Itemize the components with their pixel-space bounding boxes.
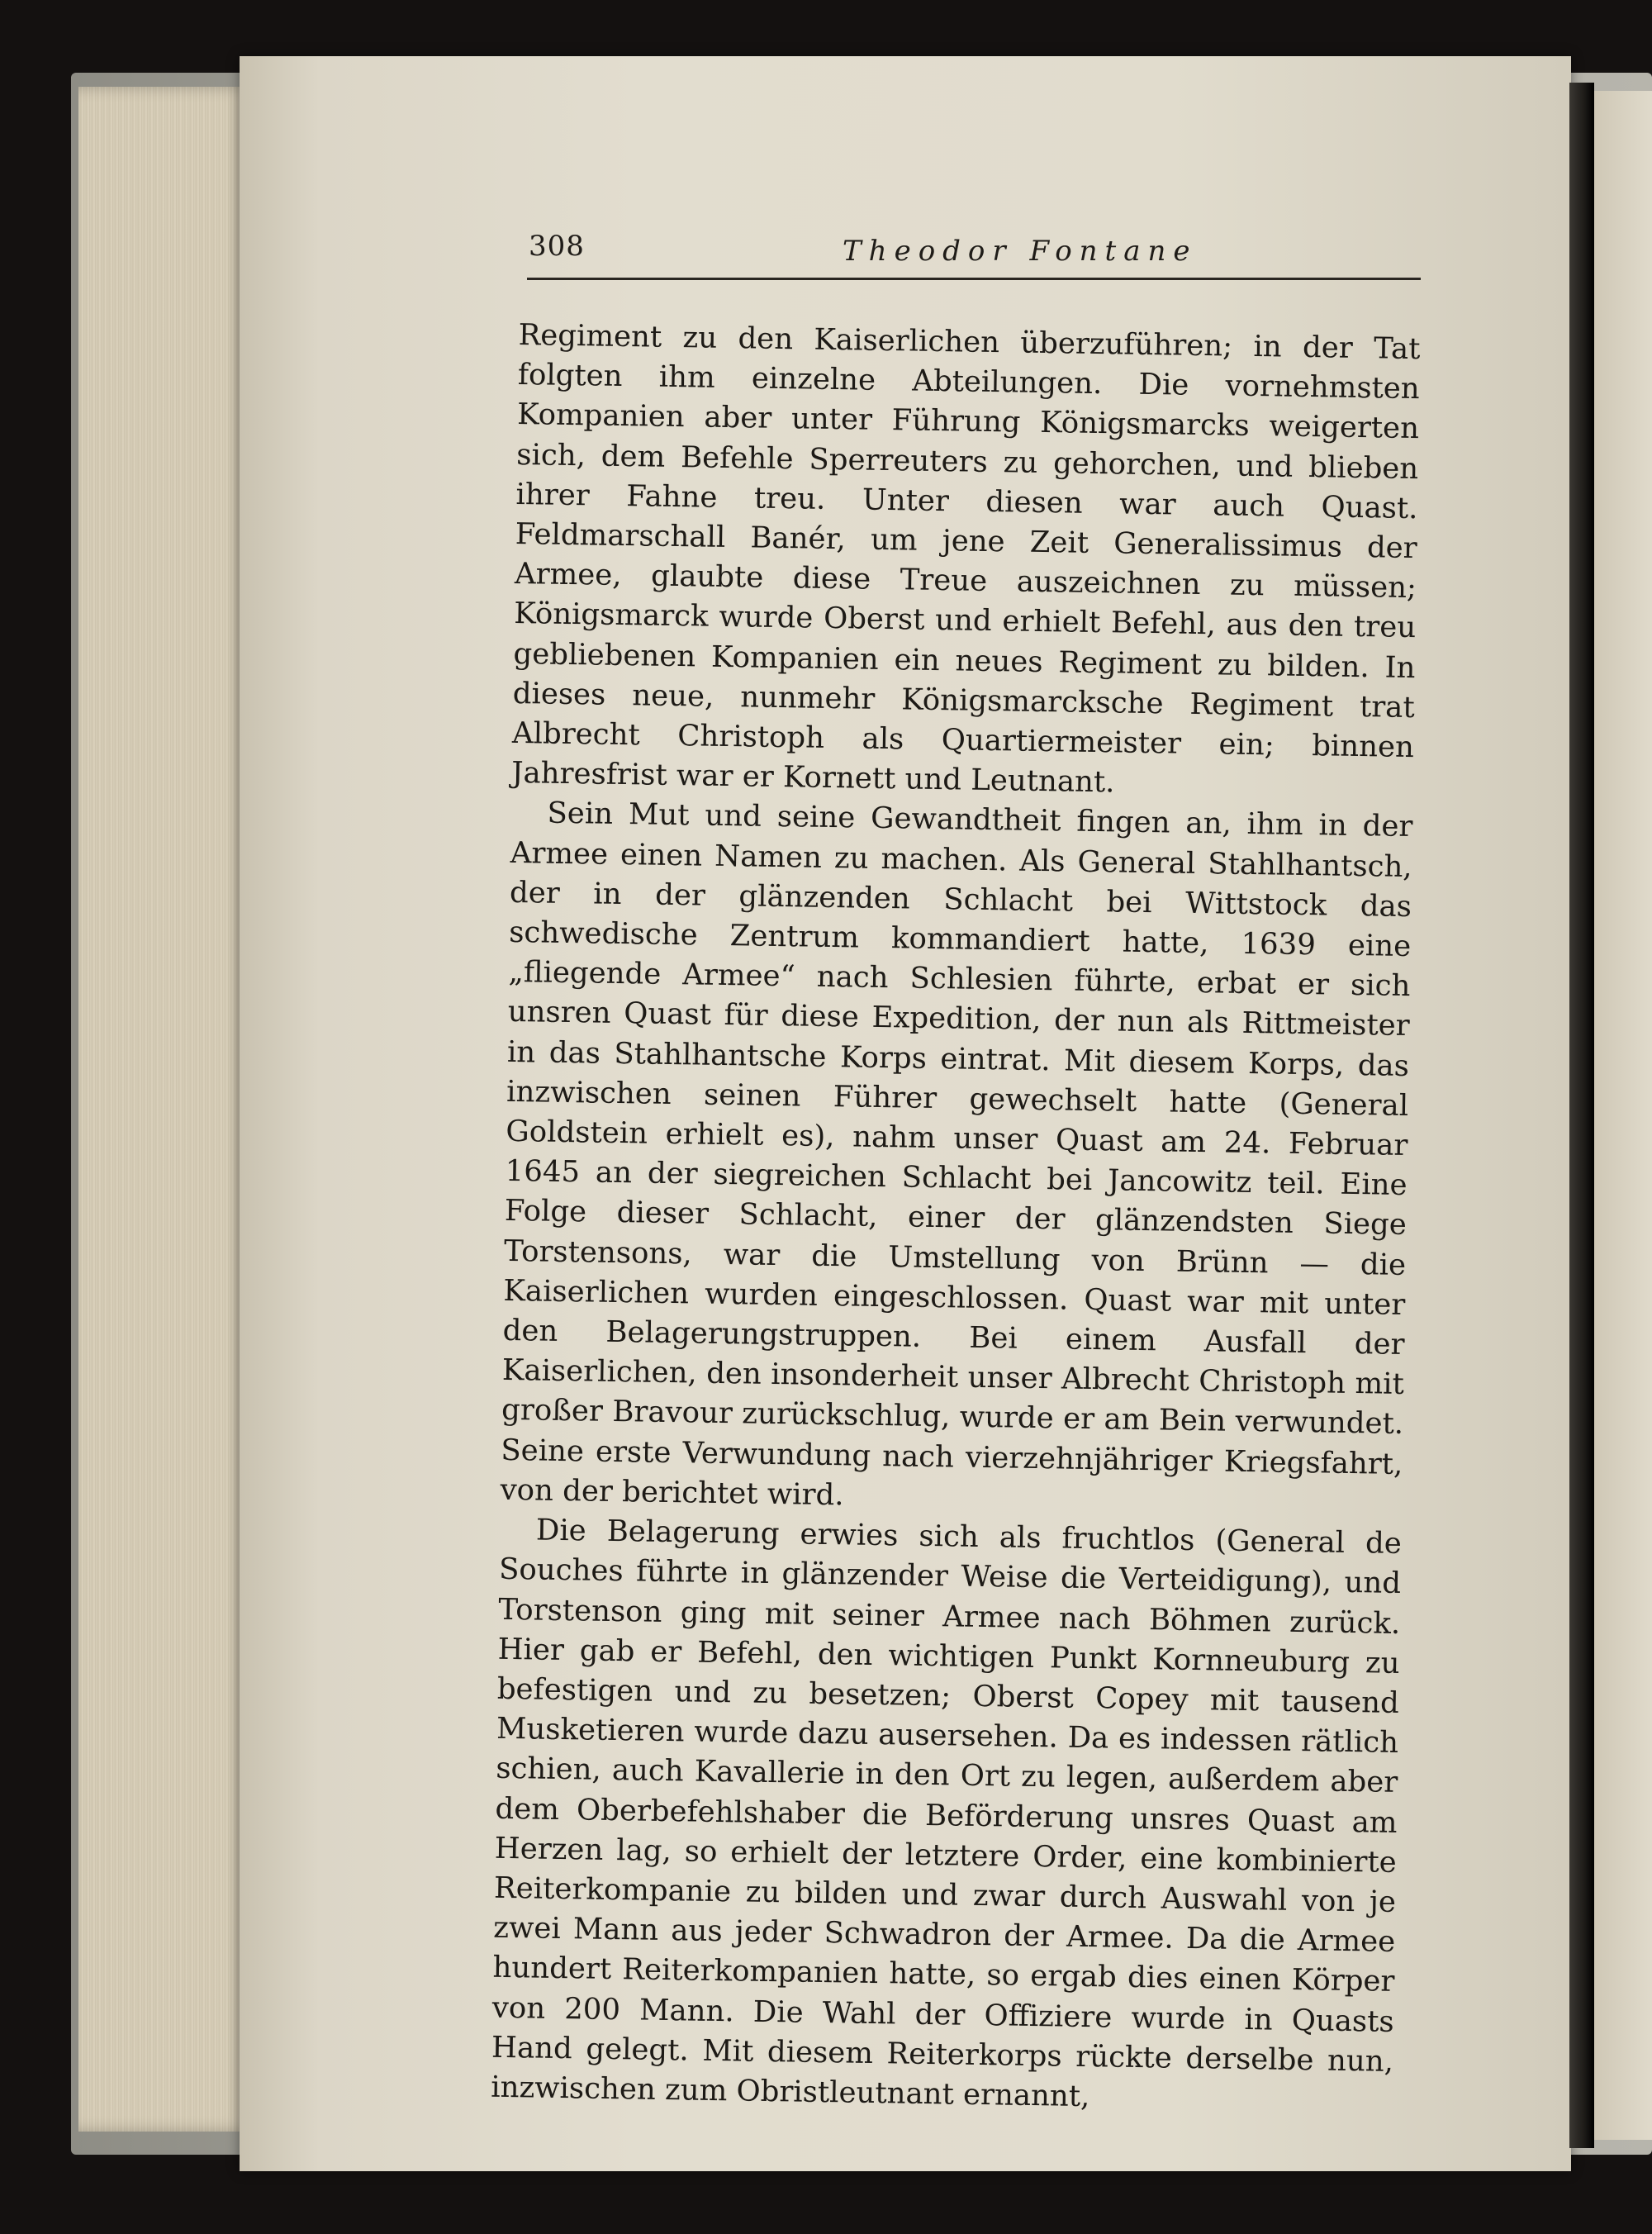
page-number: 308 [529,230,585,263]
paragraph-2: Sein Mut und seine Gewandtheit fingen an, ihm in der Armee einen Namen zu machen. Als General Stahlhantsch, der in der glänzenden Schlacht bei Wittstock das schwedische Zentrum kommandiert hatte, 1639 eine „fliegende Armee“ nach Schlesien führte, erbat er sich unsren Quast für diese Expedition, der nun als Rittmeister in das Stahlhantsche Korps eintrat. Mit diesem Korps, das inzwischen seinen Führer gewechselt hatte (General Goldstein erhielt es), nahm unser Quast am 24. Februar 1645 an der siegreichen Schlacht bei Jancowitz teil. Eine Folge dieser Schlacht, einer der glänzendsten Siege Torstensons, war die Umstellung von Brünn — die Kaiserlichen wurden eingeschlossen. Quast war mit unter den Belagerungstruppen. Bei einem Ausfall der Kaiserlichen, den insonderheit unser Albrecht Christoph mit großer Bravour zurückschlug, wurde er am Bein verwundet. Seine erste Verwundung nach vierzehnjähriger Kriegsfahrt, von der berichtet wird. [500,796,1413,1513]
body-text [491,316,1421,2122]
facing-page-edge [1594,91,1652,2140]
paragraph-3: Die Belagerung erwies sich als fruchtlos (General de Souches führte in glänzender Weise die Verteidigung), und Torstenson ging mit seiner Armee nach Böhmen zurück. Hier gab er Befehl, den wichtigen Punkt Kornneuburg zu befestigen und zu besetzen; Oberst Copey mit tausend Musketieren wurde dazu ausersehen. Da es indessen rätlich schien, auch Kavallerie in den Ort zu legen, außerdem aber dem Oberbefehlshaber die Beförderung unsres Quast am Herzen lag, so erhielt der letztere Order, eine kombinierte Reiterkompanie zu bilden und zwar durch Auswahl von je zwei Mann aus jeder Schwadron der Armee. Da die Armee hundert Reiterkompanien hatte, so ergab dies einen Körper von 200 Mann. Die Wahl der Offiziere wurde in Quasts Hand gelegt. Mit diesem Reiterkorps rückte derselbe nun, inzwischen zum Obristleutnant ernannt, [490,1513,1403,2114]
running-head: Theodor Fontane [843,235,1198,268]
page-header [529,230,1421,276]
page-edges [78,87,252,2132]
book-gutter [1569,83,1594,2148]
header-rule [527,278,1421,280]
paragraph-1: Regiment zu den Kaiserlichen überzuführen; in der Tat folgten ihm einzelne Abteilungen. Die vornehmsten Kompanien aber unter Führung Königsmarcks weigerten sich, dem Befehle Sperreuters zu gehorchen, und blieben ihrer Fahne treu. Unter diesen war auch Quast. Feldmarschall Banér, um jene Zeit Generalissimus der Armee, glaubte diese Treue auszeichnen zu müssen; Königsmarck wurde Oberst und erhielt Befehl, aus den treu gebliebenen Kompanien ein neues Regiment zu bilden. In dieses neue, nunmehr Königsmarcksche Regiment trat Albrecht Christoph als Quartiermeister ein; binnen Jahresfrist war er Kornett und Leutnant. [510,317,1421,800]
